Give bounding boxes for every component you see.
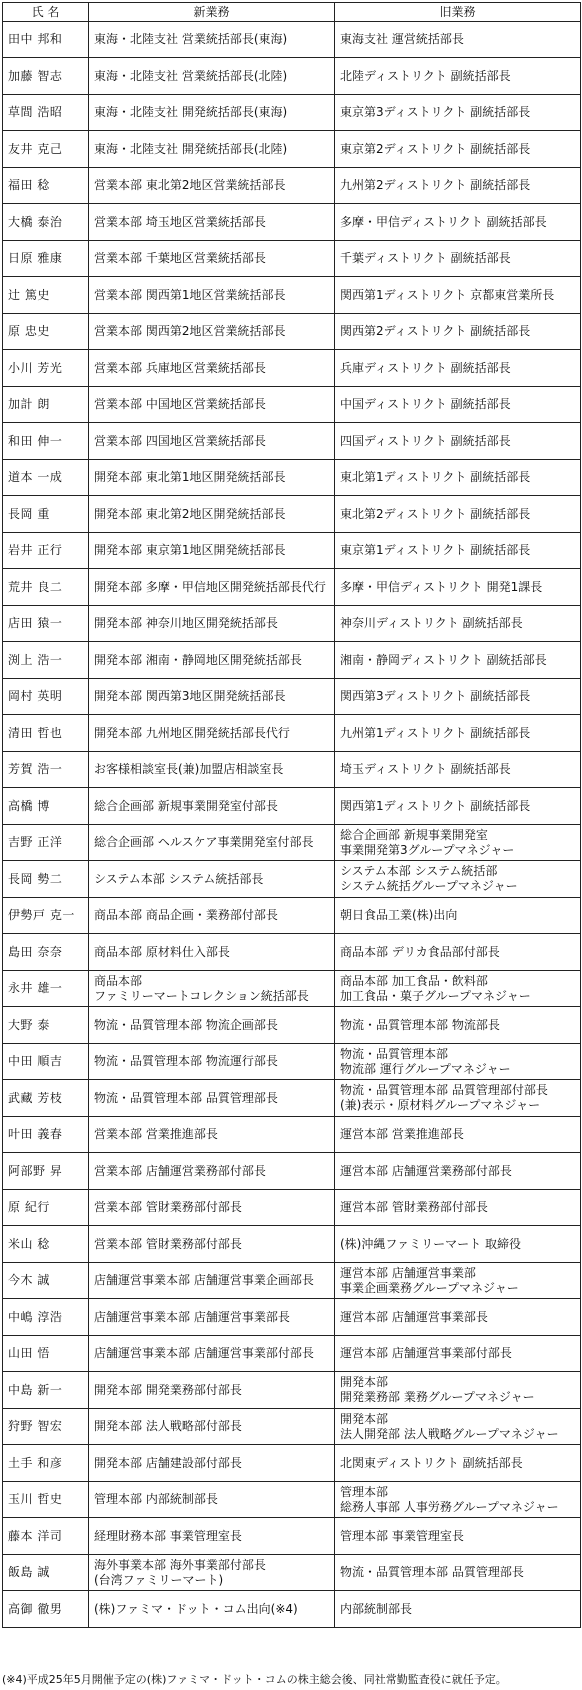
- old-role-cell: 運営本部 店舗運営業務部付部長: [335, 1153, 581, 1190]
- header-row: [3, 3, 581, 22]
- new-role-cell: 開発本部 東北第2地区開発統括部長: [89, 496, 335, 533]
- new-role-cell: 営業本部 管財業務部付部長: [89, 1226, 335, 1263]
- old-role-cell: 商品本部 加工食品・飲料部 加工食品・菓子グループマネジャー: [335, 971, 581, 1007]
- table-row: [3, 387, 581, 423]
- old-role-cell: 物流・品質管理本部 品質管理部長: [335, 1555, 581, 1591]
- table-row: [3, 1336, 581, 1372]
- person-name: 叶田 義春: [3, 1117, 89, 1153]
- person-name: 長岡 重: [3, 496, 89, 533]
- table-row: [3, 752, 581, 788]
- table-row: [3, 1518, 581, 1555]
- header-old-role: 旧業務: [335, 3, 581, 22]
- new-role-cell: 営業本部 東北第2地区営業統括部長: [89, 168, 335, 204]
- old-role-cell: 内部統制部長: [335, 1591, 581, 1628]
- new-role-cell: 総合企画部 新規事業開発室付部長: [89, 788, 335, 825]
- table-row: [3, 423, 581, 460]
- new-role-cell: 営業本部 埼玉地区営業統括部長: [89, 204, 335, 241]
- table-row: [3, 496, 581, 533]
- table-row: [3, 715, 581, 752]
- person-name: 道本 一成: [3, 460, 89, 496]
- new-role-cell: 営業本部 中国地区営業統括部長: [89, 387, 335, 423]
- new-role-cell: 商品本部 商品企画・業務部付部長: [89, 898, 335, 934]
- old-role-cell: 管理本部 総務人事部 人事労務グループマネジャー: [335, 1482, 581, 1518]
- new-role-cell: システム本部 システム統括部長: [89, 861, 335, 898]
- old-role-cell: 東京第2ディストリクト 副統括部長: [335, 131, 581, 168]
- person-name: 島田 奈奈: [3, 934, 89, 971]
- footnote: (※4)平成25年5月開催予定の(株)ファミマ・ドット・コムの株主総会後、同社常勤監査役に就任予定。: [2, 1673, 507, 1686]
- old-role-cell: 東北第2ディストリクト 副統括部長: [335, 496, 581, 533]
- new-role-cell: 開発本部 東北第1地区開発統括部長: [89, 460, 335, 496]
- old-role-cell: 北陸ディストリクト 副統括部長: [335, 58, 581, 95]
- old-role-cell: 開発本部 開発業務部 業務グループマネジャー: [335, 1372, 581, 1409]
- person-name: 辻 篤史: [3, 277, 89, 314]
- old-role-cell: (株)沖縄ファミリーマート 取締役: [335, 1226, 581, 1263]
- table-row: [3, 1226, 581, 1263]
- old-role-cell: 千葉ディストリクト 副統括部長: [335, 241, 581, 277]
- person-name: 武藏 芳枝: [3, 1080, 89, 1117]
- new-role-cell: 営業本部 千葉地区営業統括部長: [89, 241, 335, 277]
- old-role-cell: 関西第2ディストリクト 副統括部長: [335, 314, 581, 350]
- table-row: [3, 314, 581, 350]
- new-role-cell: 開発本部 開発業務部付部長: [89, 1372, 335, 1409]
- new-role-cell: 開発本部 神奈川地区開発統括部長: [89, 606, 335, 642]
- table-body: [3, 22, 581, 1628]
- table-row: [3, 1080, 581, 1117]
- header-new-role: 新業務: [89, 3, 335, 22]
- new-role-cell: 開発本部 店舗建設部付部長: [89, 1445, 335, 1482]
- person-name: 荒井 良二: [3, 569, 89, 606]
- new-role-cell: 店舗運営事業本部 店舗運営事業部長: [89, 1299, 335, 1336]
- table-row: [3, 1117, 581, 1153]
- new-role-cell: 管理本部 内部統制部長: [89, 1482, 335, 1518]
- person-name: 阿部野 昇: [3, 1153, 89, 1190]
- old-role-cell: 物流・品質管理本部 品質管理部付部長 (兼)表示・原材料グループマネジャー: [335, 1080, 581, 1117]
- person-name: 原 忠史: [3, 314, 89, 350]
- new-role-cell: 営業本部 四国地区営業統括部長: [89, 423, 335, 460]
- old-role-cell: 多摩・甲信ディストリクト 開発1課長: [335, 569, 581, 606]
- old-role-cell: 商品本部 デリカ食品部付部長: [335, 934, 581, 971]
- person-name: 草間 浩昭: [3, 95, 89, 131]
- old-role-cell: 中国ディストリクト 副統括部長: [335, 387, 581, 423]
- table-row: [3, 1482, 581, 1518]
- new-role-cell: 営業本部 管財業務部付部長: [89, 1190, 335, 1226]
- old-role-cell: 運営本部 店舗運営事業部付部長: [335, 1336, 581, 1372]
- person-name: 福田 稔: [3, 168, 89, 204]
- old-role-cell: 運営本部 管財業務部付部長: [335, 1190, 581, 1226]
- person-name: 店田 猿一: [3, 606, 89, 642]
- new-role-cell: 店舗運営事業本部 店舗運営事業部付部長: [89, 1336, 335, 1372]
- person-name: 岡村 英明: [3, 679, 89, 715]
- new-role-cell: 開発本部 法人戦略部付部長: [89, 1409, 335, 1445]
- new-role-cell: 営業本部 営業推進部長: [89, 1117, 335, 1153]
- person-name: 中田 順吉: [3, 1044, 89, 1080]
- table-row: [3, 241, 581, 277]
- person-name: 藤本 洋司: [3, 1518, 89, 1555]
- person-name: 渕上 浩一: [3, 642, 89, 679]
- person-name: 今木 誠: [3, 1263, 89, 1299]
- new-role-cell: 東海・北陸支社 営業統括部長(北陸): [89, 58, 335, 95]
- person-name: 田中 邦和: [3, 22, 89, 58]
- table-row: [3, 58, 581, 95]
- old-role-cell: システム本部 システム統括部 システム統括グループマネジャー: [335, 861, 581, 898]
- old-role-cell: 四国ディストリクト 副統括部長: [335, 423, 581, 460]
- person-name: 米山 稔: [3, 1226, 89, 1263]
- table-row: [3, 1007, 581, 1044]
- table-row: [3, 533, 581, 569]
- table-row: [3, 277, 581, 314]
- person-name: 飯島 誠: [3, 1555, 89, 1591]
- table-row: [3, 825, 581, 861]
- table-row: [3, 1591, 581, 1628]
- old-role-cell: 開発本部 法人開発部 法人戦略グループマネジャー: [335, 1409, 581, 1445]
- old-role-cell: 運営本部 店舗運営事業部 事業企画業務グループマネジャー: [335, 1263, 581, 1299]
- person-name: 玉川 哲史: [3, 1482, 89, 1518]
- table-row: [3, 131, 581, 168]
- new-role-cell: 営業本部 関西第1地区営業統括部長: [89, 277, 335, 314]
- table-row: [3, 168, 581, 204]
- new-role-cell: 総合企画部 ヘルスケア事業開発室付部長: [89, 825, 335, 861]
- person-name: 伊勢戸 克一: [3, 898, 89, 934]
- new-role-cell: 店舗運営事業本部 店舗運営事業企画部長: [89, 1263, 335, 1299]
- old-role-cell: 埼玉ディストリクト 副統括部長: [335, 752, 581, 788]
- new-role-cell: 商品本部 原材料仕入部長: [89, 934, 335, 971]
- new-role-cell: 物流・品質管理本部 物流運行部長: [89, 1044, 335, 1080]
- old-role-cell: 東海支社 運営統括部長: [335, 22, 581, 58]
- new-role-cell: 東海・北陸支社 開発統括部長(東海): [89, 95, 335, 131]
- new-role-cell: 営業本部 兵庫地区営業統括部長: [89, 350, 335, 387]
- person-name: 中島 新一: [3, 1372, 89, 1409]
- person-name: 芳賀 浩一: [3, 752, 89, 788]
- person-name: 狩野 智宏: [3, 1409, 89, 1445]
- old-role-cell: 九州第2ディストリクト 副統括部長: [335, 168, 581, 204]
- person-name: 吉野 正洋: [3, 825, 89, 861]
- old-role-cell: 多摩・甲信ディストリクト 副統括部長: [335, 204, 581, 241]
- table-row: [3, 898, 581, 934]
- table-row: [3, 1190, 581, 1226]
- new-role-cell: 開発本部 関西第3地区開発統括部長: [89, 679, 335, 715]
- table-row: [3, 861, 581, 898]
- old-role-cell: 関西第1ディストリクト 京都東営業所長: [335, 277, 581, 314]
- table-row: [3, 1299, 581, 1336]
- table-header: [3, 3, 581, 22]
- new-role-cell: お客様相談室長(兼)加盟店相談室長: [89, 752, 335, 788]
- person-name: 高橋 博: [3, 788, 89, 825]
- person-name: 原 紀行: [3, 1190, 89, 1226]
- new-role-cell: 経理財務本部 事業管理室長: [89, 1518, 335, 1555]
- old-role-cell: 物流・品質管理本部 物流部 運行グループマネジャー: [335, 1044, 581, 1080]
- table-row: [3, 95, 581, 131]
- old-role-cell: 東京第3ディストリクト 副統括部長: [335, 95, 581, 131]
- old-role-cell: 物流・品質管理本部 物流部長: [335, 1007, 581, 1044]
- table-row: [3, 1263, 581, 1299]
- person-name: 土手 和彦: [3, 1445, 89, 1482]
- old-role-cell: 兵庫ディストリクト 副統括部長: [335, 350, 581, 387]
- old-role-cell: 運営本部 店舗運営事業部長: [335, 1299, 581, 1336]
- person-name: 永井 雄一: [3, 971, 89, 1007]
- old-role-cell: 北関東ディストリクト 副統括部長: [335, 1445, 581, 1482]
- old-role-cell: 関西第3ディストリクト 副統括部長: [335, 679, 581, 715]
- new-role-cell: 営業本部 店舗運営業務部付部長: [89, 1153, 335, 1190]
- table-row: [3, 1153, 581, 1190]
- person-name: 清田 哲也: [3, 715, 89, 752]
- old-role-cell: 関西第1ディストリクト 副統括部長: [335, 788, 581, 825]
- table-row: [3, 606, 581, 642]
- old-role-cell: 湘南・静岡ディストリクト 副統括部長: [335, 642, 581, 679]
- table-row: [3, 642, 581, 679]
- table-row: [3, 1372, 581, 1409]
- new-role-cell: 開発本部 多摩・甲信地区開発統括部長代行: [89, 569, 335, 606]
- person-name: 中嶋 淳浩: [3, 1299, 89, 1336]
- new-role-cell: 営業本部 関西第2地区営業統括部長: [89, 314, 335, 350]
- header-name: 氏 名: [3, 3, 89, 22]
- person-name: 小川 芳光: [3, 350, 89, 387]
- old-role-cell: 朝日食品工業(株)出向: [335, 898, 581, 934]
- old-role-cell: 総合企画部 新規事業開発室 事業開発第3グループマネジャー: [335, 825, 581, 861]
- table-row: [3, 350, 581, 387]
- table-row: [3, 1445, 581, 1482]
- person-name: 友井 克己: [3, 131, 89, 168]
- new-role-cell: 東海・北陸支社 営業統括部長(東海): [89, 22, 335, 58]
- new-role-cell: 海外事業本部 海外事業部付部長 (台湾ファミリーマート): [89, 1555, 335, 1591]
- old-role-cell: 九州第1ディストリクト 副統括部長: [335, 715, 581, 752]
- old-role-cell: 東北第1ディストリクト 副統括部長: [335, 460, 581, 496]
- person-name: 大野 泰: [3, 1007, 89, 1044]
- person-name: 山田 悟: [3, 1336, 89, 1372]
- new-role-cell: 物流・品質管理本部 品質管理部長: [89, 1080, 335, 1117]
- new-role-cell: (株)ファミマ・ドット・コム出向(※4): [89, 1591, 335, 1628]
- new-role-cell: 商品本部 ファミリーマートコレクション統括部長: [89, 971, 335, 1007]
- old-role-cell: 運営本部 営業推進部長: [335, 1117, 581, 1153]
- person-name: 長岡 勢二: [3, 861, 89, 898]
- new-role-cell: 物流・品質管理本部 物流企画部長: [89, 1007, 335, 1044]
- person-name: 日原 雅康: [3, 241, 89, 277]
- new-role-cell: 開発本部 九州地区開発統括部長代行: [89, 715, 335, 752]
- new-role-cell: 開発本部 湘南・静岡地区開発統括部長: [89, 642, 335, 679]
- table-row: [3, 934, 581, 971]
- personnel-table: [2, 2, 581, 1628]
- person-name: 和田 伸一: [3, 423, 89, 460]
- person-name: 加計 朗: [3, 387, 89, 423]
- person-name: 岩井 正行: [3, 533, 89, 569]
- table-row: [3, 204, 581, 241]
- person-name: 加藤 智志: [3, 58, 89, 95]
- table-row: [3, 971, 581, 1007]
- old-role-cell: 神奈川ディストリクト 副統括部長: [335, 606, 581, 642]
- new-role-cell: 開発本部 東京第1地区開発統括部長: [89, 533, 335, 569]
- table-row: [3, 569, 581, 606]
- old-role-cell: 管理本部 事業管理室長: [335, 1518, 581, 1555]
- old-role-cell: 東京第1ディストリクト 副統括部長: [335, 533, 581, 569]
- table-row: [3, 1409, 581, 1445]
- table-row: [3, 1555, 581, 1591]
- table-row: [3, 679, 581, 715]
- person-name: 大橋 泰治: [3, 204, 89, 241]
- new-role-cell: 東海・北陸支社 開発統括部長(北陸): [89, 131, 335, 168]
- table-row: [3, 22, 581, 58]
- table-row: [3, 788, 581, 825]
- table-row: [3, 1044, 581, 1080]
- table-row: [3, 460, 581, 496]
- person-name: 高御 徹男: [3, 1591, 89, 1628]
